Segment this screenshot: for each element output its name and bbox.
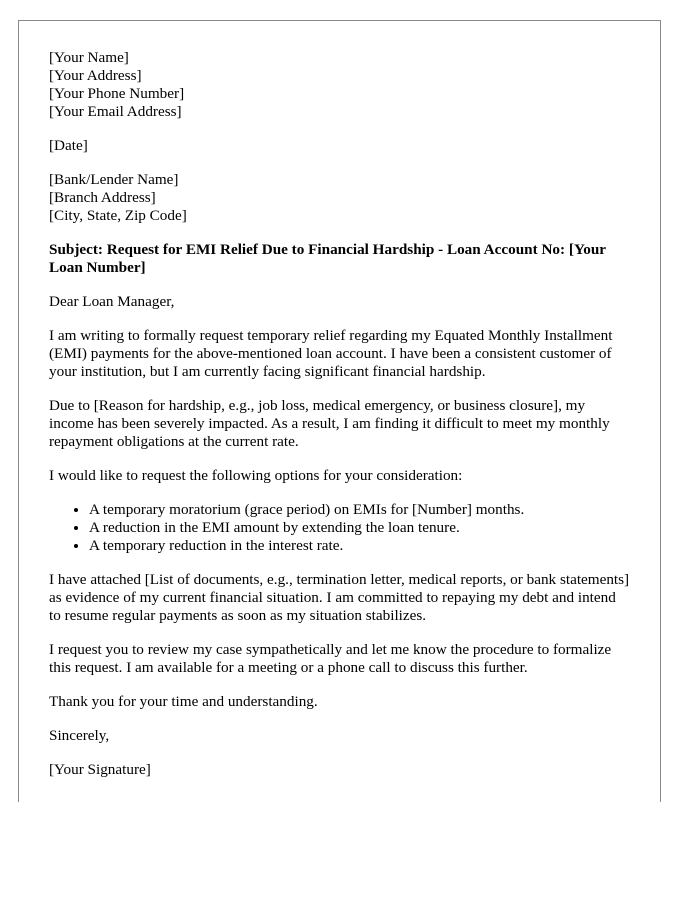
sender-name: [Your Name] [49, 49, 129, 66]
sender-address: [Your Address] [49, 67, 142, 84]
subject-line: Subject: Request for EMI Relief Due to Financial Hardship - Loan Account No: [Your Loan Number] [49, 241, 606, 276]
body-paragraph-reason: Due to [Reason for hardship, e.g., job loss, medical emergency, or business closure], my income has been severely impacted. As a result, I am finding it difficult to meet my monthly repayment obligations at the current rate. [49, 397, 610, 450]
option-item: • A temporary moratorium (grace period) on EMIs for [Number] months. [89, 501, 630, 519]
options-list [49, 501, 630, 555]
sender-phone: [Your Phone Number] [49, 85, 185, 102]
salutation: Dear Loan Manager, [49, 293, 175, 310]
recipient-city: [City, State, Zip Code] [49, 207, 187, 224]
body-paragraph-intro: I am writing to formally request temporary relief regarding my Equated Monthly Installment (EMI) payments for the above-mentioned loan account. I have been a consistent customer of your institution, but I am currently facing significant financial hardship. [49, 327, 613, 380]
recipient-block [49, 171, 630, 225]
body-paragraph-review: I request you to review my case sympathetically and let me know the procedure to formalize this request. I am available for a meeting or a phone call to discuss this further. [49, 641, 612, 676]
body-paragraph-thanks: Thank you for your time and understanding. [49, 693, 318, 710]
signature: [Your Signature] [49, 761, 151, 778]
letter-page [18, 20, 661, 802]
option-item: • A reduction in the EMI amount by extending the loan tenure. [89, 519, 630, 537]
option-item: • A temporary reduction in the interest rate. [89, 537, 630, 555]
body-paragraph-documents: I have attached [List of documents, e.g., termination letter, medical reports, or bank statements] as evidence of my current financial situation. I am committed to repaying my debt and intend to resume regular payments as soon as my situation stabilizes. [49, 571, 630, 624]
recipient-branch: [Branch Address] [49, 189, 156, 206]
sender-email: [Your Email Address] [49, 103, 182, 120]
body-paragraph-request: I would like to request the following options for your consideration: [49, 467, 463, 484]
sender-block [49, 49, 630, 121]
closing: Sincerely, [49, 727, 110, 744]
recipient-bank: [Bank/Lender Name] [49, 171, 179, 188]
letter-date: [Date] [49, 137, 88, 154]
date-block [49, 137, 630, 155]
